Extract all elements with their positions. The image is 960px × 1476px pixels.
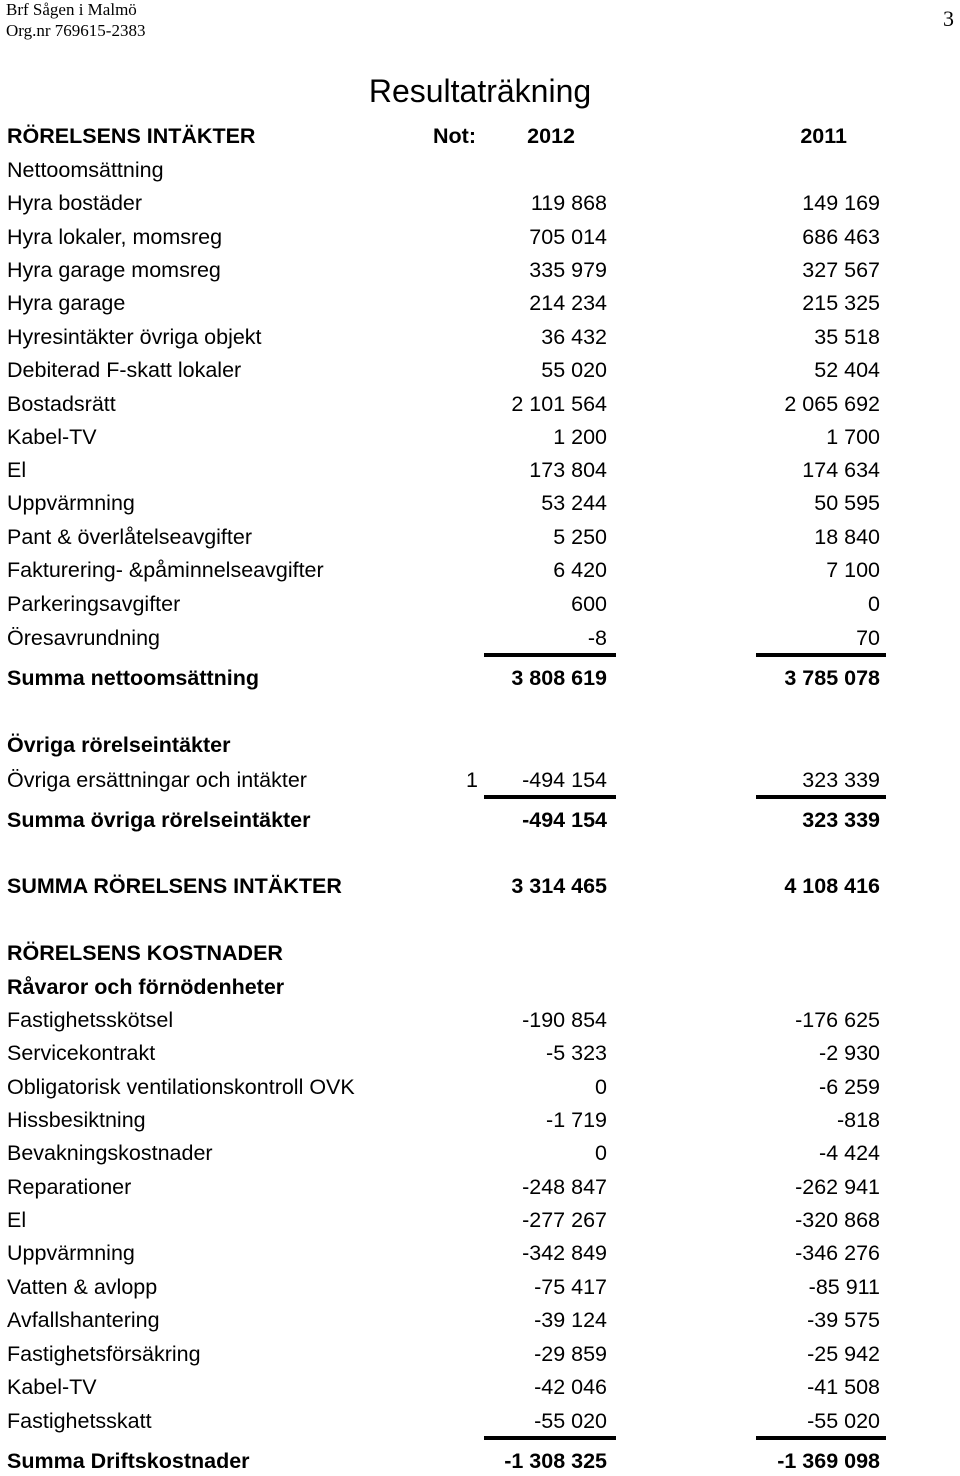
row-label: Hyra lokaler, momsreg	[7, 225, 223, 249]
value-2012: 2 101 564	[511, 392, 607, 416]
value-2011: 18 840	[814, 525, 880, 549]
value-2011: 327 567	[802, 258, 880, 282]
table-row	[0, 455, 960, 485]
row-label: Fastighetsförsäkring	[7, 1342, 201, 1366]
row-label: Hyra bostäder	[7, 191, 143, 215]
table-row	[0, 1339, 960, 1369]
page-number: 3	[943, 6, 954, 31]
row-label: Öresavrundning	[7, 626, 160, 650]
row-label: RÖRELSENS KOSTNADER	[7, 941, 283, 965]
table-row	[0, 972, 960, 1002]
table-row	[0, 1138, 960, 1168]
row-label: Fastighetsskötsel	[7, 1008, 174, 1032]
value-2011: -55 020	[807, 1409, 880, 1433]
row-label: Vatten & avlopp	[7, 1275, 158, 1299]
table-row	[0, 730, 960, 760]
value-2011: 149 169	[802, 191, 880, 215]
row-label: Övriga rörelseintäkter	[7, 733, 231, 757]
row-label: Bevakningskostnader	[7, 1141, 213, 1165]
value-2012: 0	[595, 1141, 607, 1165]
table-row	[0, 1038, 960, 1068]
value-2012: 3 808 619	[511, 666, 607, 690]
value-2012: -5 323	[546, 1041, 607, 1065]
row-label: El	[7, 458, 27, 482]
table-row	[0, 1238, 960, 1268]
double-underline-2011	[756, 1436, 886, 1440]
double-underline-2011	[756, 795, 886, 799]
table-row	[0, 589, 960, 619]
value-2011: 323 339	[802, 808, 880, 832]
table-row	[0, 255, 960, 285]
value-2012: -39 124	[534, 1308, 607, 1332]
value-2011: 4 108 416	[784, 874, 880, 898]
row-note: 1	[466, 768, 478, 792]
table-row	[0, 1072, 960, 1102]
double-underline-2011	[756, 653, 886, 657]
value-2012: 55 020	[541, 358, 607, 382]
value-2011: -346 276	[795, 1241, 880, 1265]
value-2011: -2 930	[819, 1041, 880, 1065]
value-2012: 2012	[527, 124, 575, 148]
table-row	[0, 188, 960, 218]
value-2011: 215 325	[802, 291, 880, 315]
value-2012: -42 046	[534, 1375, 607, 1399]
organization-number: Org.nr 769615-2383	[6, 21, 146, 40]
value-2011: -41 508	[807, 1375, 880, 1399]
table-row	[0, 1406, 960, 1436]
table-row	[0, 389, 960, 419]
table-row	[0, 1305, 960, 1335]
table-row	[0, 1172, 960, 1202]
value-2012: 335 979	[529, 258, 607, 282]
value-2012: 214 234	[529, 291, 607, 315]
value-2011: 2011	[800, 124, 847, 148]
value-2011: 686 463	[802, 225, 880, 249]
value-2011: 2 065 692	[784, 392, 880, 416]
value-2011: -85 911	[808, 1275, 880, 1299]
value-2011: -39 575	[807, 1308, 880, 1332]
row-label: Debiterad F-skatt lokaler	[7, 358, 242, 382]
row-label: Fastighetsskatt	[7, 1409, 152, 1433]
row-label: El	[7, 1208, 27, 1232]
table-row	[0, 1005, 960, 1035]
value-2012: -494 154	[522, 768, 607, 792]
table-row	[0, 1205, 960, 1235]
table-row	[0, 938, 960, 968]
value-2012: 3 314 465	[511, 874, 607, 898]
row-label: Pant & överlåtelseavgifter	[7, 525, 252, 549]
table-row	[0, 1372, 960, 1402]
value-2012: -494 154	[522, 808, 607, 832]
table-row	[0, 623, 960, 653]
value-2012: -248 847	[522, 1175, 607, 1199]
value-2012: 5 250	[553, 525, 607, 549]
value-2011: 35 518	[814, 325, 880, 349]
double-underline-2012	[484, 1436, 616, 1440]
table-row	[0, 1105, 960, 1135]
row-label: Hyra garage	[7, 291, 126, 315]
table-row	[0, 355, 960, 385]
table-row	[0, 121, 960, 151]
row-label: Avfallshantering	[7, 1308, 160, 1332]
value-2012: -1 308 325	[504, 1449, 607, 1473]
value-2012: 705 014	[529, 225, 607, 249]
value-2011: -818	[836, 1108, 880, 1132]
row-label: Hyresintäkter övriga objekt	[7, 325, 262, 349]
row-label: Servicekontrakt	[7, 1041, 156, 1065]
value-2011: -1 369 098	[777, 1449, 880, 1473]
value-2012: 173 804	[529, 458, 607, 482]
document-title: Resultaträkning	[368, 73, 592, 109]
table-row	[0, 322, 960, 352]
row-label: Kabel-TV	[7, 1375, 97, 1399]
value-2011: 3 785 078	[784, 666, 880, 690]
value-2012: -29 859	[534, 1342, 607, 1366]
value-2012: -75 417	[534, 1275, 607, 1299]
value-2012: -190 854	[522, 1008, 607, 1032]
row-label: Reparationer	[7, 1175, 132, 1199]
row-label: Obligatorisk ventilationskontroll OVK	[7, 1075, 355, 1099]
table-row	[0, 1446, 960, 1476]
value-2012: 36 432	[541, 325, 607, 349]
double-underline-2012	[484, 653, 616, 657]
value-2012: 1 200	[553, 425, 607, 449]
value-2012: 119 868	[530, 191, 607, 215]
value-2011: 7 100	[826, 558, 880, 582]
organization-name: Brf Sågen i Malmö	[6, 0, 137, 19]
table-row	[0, 488, 960, 518]
table-row	[0, 522, 960, 552]
value-2012: 0	[595, 1075, 607, 1099]
value-2011: -262 941	[795, 1175, 880, 1199]
value-2012: -55 020	[534, 1409, 607, 1433]
row-label: SUMMA RÖRELSENS INTÄKTER	[7, 874, 342, 898]
row-label: Fakturering- &påminnelseavgifter	[7, 558, 324, 582]
row-label: Råvaror och förnödenheter	[7, 975, 285, 999]
row-label: Uppvärmning	[7, 491, 135, 515]
value-2012: -8	[587, 626, 607, 650]
value-2012: -342 849	[522, 1241, 607, 1265]
table-row	[0, 871, 960, 901]
value-2012: -277 267	[522, 1208, 607, 1232]
value-2012: 600	[571, 592, 607, 616]
value-2012: -1 719	[546, 1108, 607, 1132]
row-label: Nettoomsättning	[7, 158, 164, 182]
value-2011: -320 868	[795, 1208, 880, 1232]
value-2011: -25 942	[807, 1342, 880, 1366]
table-row	[0, 155, 960, 185]
row-note: Not:	[433, 124, 476, 148]
value-2011: -176 625	[795, 1008, 880, 1032]
table-row	[0, 805, 960, 835]
value-2011: 1 700	[826, 425, 880, 449]
row-label: Övriga ersättningar och intäkter	[7, 768, 307, 792]
row-label: Summa nettoomsättning	[7, 666, 260, 690]
row-label: Summa Driftskostnader	[7, 1449, 250, 1473]
row-label: Bostadsrätt	[7, 392, 116, 416]
table-row	[0, 422, 960, 452]
table-row	[0, 663, 960, 693]
value-2011: 174 634	[802, 458, 880, 482]
value-2012: 6 420	[553, 558, 607, 582]
value-2011: 70	[856, 626, 880, 650]
value-2011: 50 595	[814, 491, 880, 515]
table-row	[0, 222, 960, 252]
table-row	[0, 1272, 960, 1302]
row-label: Summa övriga rörelseintäkter	[7, 808, 311, 832]
value-2011: -4 424	[819, 1141, 880, 1165]
row-label: Uppvärmning	[7, 1241, 135, 1265]
value-2012: 53 244	[541, 491, 607, 515]
value-2011: 52 404	[814, 358, 880, 382]
row-label: Parkeringsavgifter	[7, 592, 181, 616]
double-underline-2012	[484, 795, 616, 799]
value-2011: 323 339	[802, 768, 880, 792]
row-label: Hyra garage momsreg	[7, 258, 221, 282]
table-row	[0, 765, 960, 795]
table-row	[0, 555, 960, 585]
table-row	[0, 288, 960, 318]
row-label: Kabel-TV	[7, 425, 97, 449]
value-2011: 0	[868, 592, 880, 616]
value-2011: -6 259	[819, 1075, 880, 1099]
row-label: RÖRELSENS INTÄKTER	[7, 124, 256, 148]
row-label: Hissbesiktning	[7, 1108, 146, 1132]
